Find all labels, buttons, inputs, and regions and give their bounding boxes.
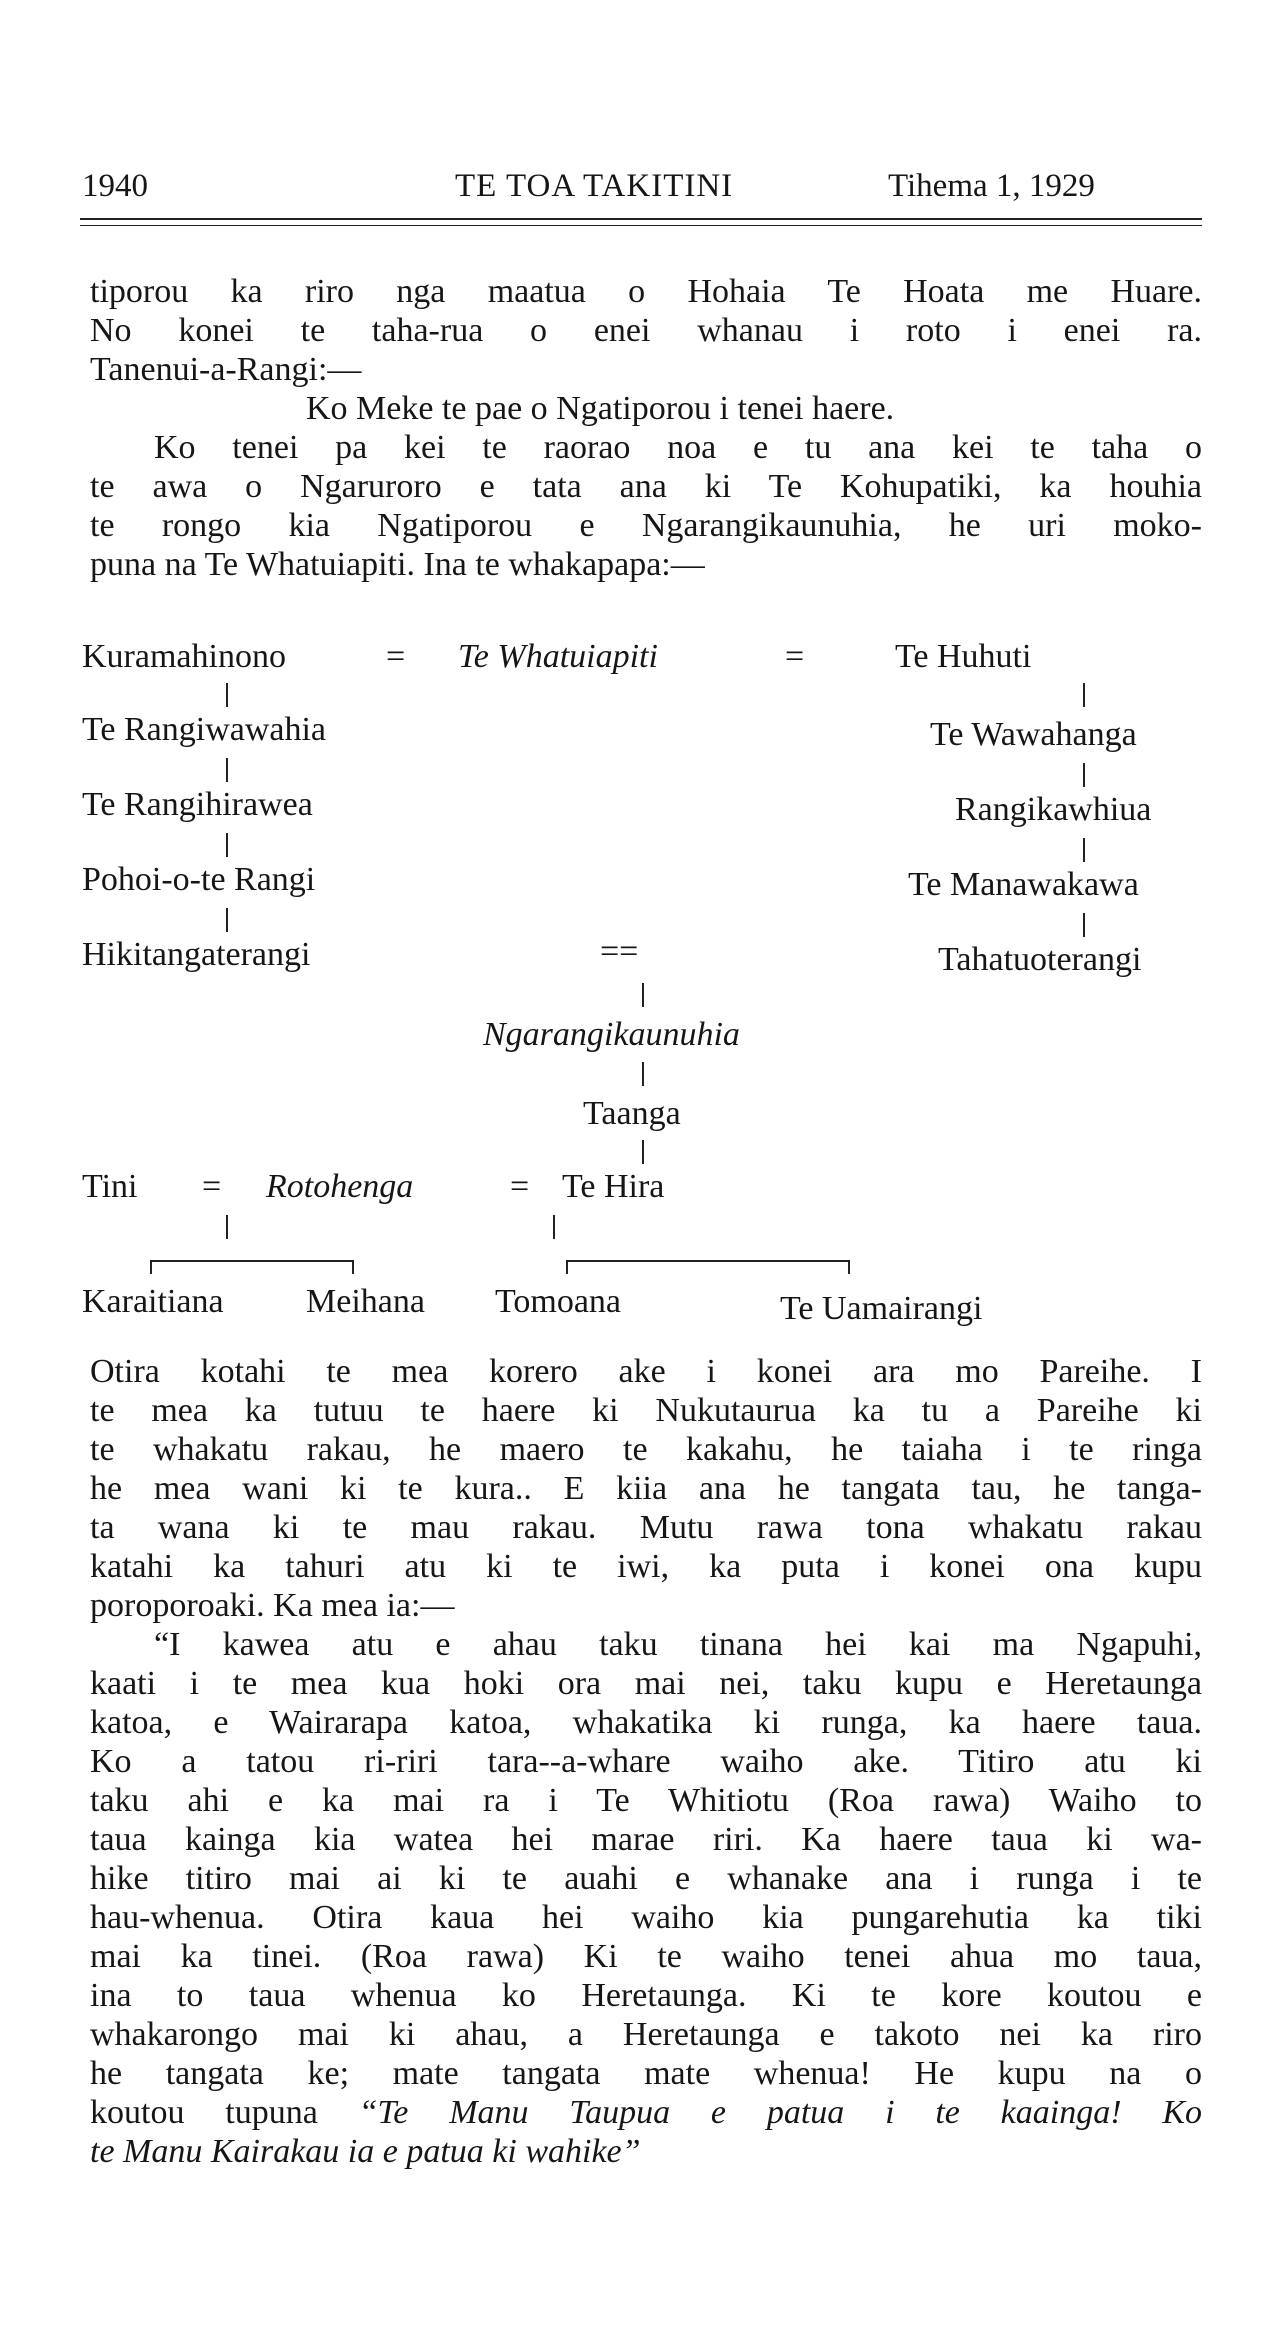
header-rule — [80, 218, 1202, 220]
descent-line — [1083, 683, 1085, 707]
descent-line — [642, 983, 644, 1007]
text-line: he tangata ke; mate tangata mate whenua! He kupu na o — [90, 2055, 1202, 2092]
text-line: tiporou ka riro nga maatua o Hohaia Te Hoata me Huare. — [90, 273, 1202, 310]
text-line: “I kawea atu e ahau taku tinana hei kai ma Ngapuhi, — [154, 1626, 1202, 1663]
marriage-sign: = — [202, 1168, 222, 1205]
text-line: hau-whenua. Otira kaua hei waiho kia pungarehutia ka tiki — [90, 1899, 1202, 1936]
sibling-tick — [352, 1260, 354, 1274]
descendant: Te Rangihirawea — [82, 786, 313, 823]
child-tomoana: Tomoana — [495, 1283, 622, 1320]
descent-line — [1083, 838, 1085, 862]
sibling-bracket — [566, 1260, 850, 1262]
descent-line — [226, 833, 228, 857]
spouse-tini: Tini — [82, 1168, 138, 1205]
descent-line — [1083, 763, 1085, 787]
body-text — [90, 1352, 1202, 2171]
text-line: he mea wani ki te kura.. E kiia ana he tangata tau, he tanga- — [90, 1470, 1202, 1507]
text-line: Ko Meke te pae o Ngatiporou i tenei haere. — [306, 390, 895, 427]
sibling-tick — [566, 1260, 568, 1274]
descendant: Hikitangaterangi — [82, 936, 311, 973]
child-te-uamairangi: Te Uamairangi — [780, 1290, 983, 1327]
sibling-tick — [848, 1260, 850, 1274]
marriage-sign: = — [785, 638, 805, 675]
descendant: Te Wawahanga — [930, 716, 1137, 753]
quoted-proverb: “Te Manu Taupua e patua i te kaainga! Ko — [358, 2094, 1203, 2131]
descent-line — [226, 908, 228, 932]
text-line: te awa o Ngaruroro e tata ana ki Te Kohupatiki, ka houhia — [90, 468, 1202, 505]
descent-line — [226, 1215, 228, 1239]
text-line: katahi ka tahuri atu ki te iwi, ka puta i konei ona kupu — [90, 1548, 1202, 1585]
text-line: whakarongo mai ki ahau, a Heretaunga e takoto nei ka riro — [90, 2016, 1202, 2053]
text-line: kaati i te mea kua hoki ora mai nei, taku kupu e Heretaunga — [90, 1665, 1202, 1702]
text-line: te whakatu rakau, he maero te kakahu, he taiaha i te ringa — [90, 1431, 1202, 1468]
descent-line — [642, 1140, 644, 1164]
text-line — [90, 2093, 1202, 2132]
child-meihana: Meihana — [306, 1283, 425, 1320]
text-line: poroporoaki. Ka mea ia:— — [90, 1587, 455, 1624]
sibling-bracket — [150, 1260, 354, 1262]
issue-date: Tihema 1, 1929 — [888, 168, 1095, 204]
text-line: te rongo kia Ngatiporou e Ngarangikaunuhia, he uri moko- — [90, 507, 1202, 544]
union-sign: == — [600, 933, 639, 970]
descent-line — [642, 1062, 644, 1086]
text-line: mai ka tinei. (Roa rawa) Ki te waiho tenei ahua mo taua, — [90, 1938, 1202, 1975]
descent-line — [226, 683, 228, 707]
descendant: Te Manawakawa — [908, 866, 1139, 903]
spouse-te-hira: Te Hira — [562, 1168, 665, 1205]
quoted-proverb-end: te Manu Kairakau ia e patua ki wahike” — [90, 2133, 641, 2170]
descendant: Te Rangiwawahia — [82, 711, 327, 748]
ancestor-te-huhuti: Te Huhuti — [895, 638, 1032, 675]
descent-line — [226, 758, 228, 782]
text-line: Ko tenei pa kei te raorao noa e tu ana kei te taha o — [154, 429, 1202, 466]
text-line: hike titiro mai ai ki te auahi e whanake ana i runga i te — [90, 1860, 1202, 1897]
descendant: Rangikawhiua — [955, 791, 1152, 828]
marriage-sign: = — [510, 1168, 530, 1205]
spouse-rotohenga: Rotohenga — [266, 1168, 414, 1205]
text-line: Ko a tatou ri-riri tara--a-whare waiho ake. Titiro atu ki — [90, 1743, 1202, 1780]
text-line: Tanenui-a-Rangi:— — [90, 351, 362, 388]
text-fragment: koutou tupuna — [90, 2094, 318, 2131]
text-line: taua kainga kia watea hei marae riri. Ka haere taua ki wa- — [90, 1821, 1202, 1858]
ancestor-ngarangikaunuhia: Ngarangikaunuhia — [483, 1016, 740, 1053]
descent-line — [553, 1215, 555, 1239]
ancestor-kuramahinono: Kuramahinono — [82, 638, 286, 675]
text-line: ina to taua whenua ko Heretaunga. Ki te kore koutou e — [90, 1977, 1202, 2014]
child-karaitiana: Karaitiana — [82, 1283, 224, 1320]
sibling-tick — [150, 1260, 152, 1274]
intro-text — [90, 272, 1202, 584]
journal-title: TE TOA TAKITINI — [455, 168, 734, 204]
page-number: 1940 — [82, 168, 148, 204]
ancestor-te-whatuiapiti: Te Whatuiapiti — [458, 638, 658, 675]
descendant: Pohoi-o-te Rangi — [82, 861, 316, 898]
marriage-sign: = — [386, 638, 406, 675]
descent-line — [1083, 913, 1085, 937]
text-line: puna na Te Whatuiapiti. Ina te whakapapa:— — [90, 546, 705, 583]
text-line: Otira kotahi te mea korero ake i konei ara mo Pareihe. I — [90, 1353, 1202, 1390]
text-line: No konei te taha-rua o enei whanau i roto i enei ra. — [90, 312, 1202, 349]
text-line: ta wana ki te mau rakau. Mutu rawa tona whakatu rakau — [90, 1509, 1202, 1546]
text-line: taku ahi e ka mai ra i Te Whitiotu (Roa rawa) Waiho to — [90, 1782, 1202, 1819]
text-line: te mea ka tutuu te haere ki Nukutaurua ka tu a Pareihe ki — [90, 1392, 1202, 1429]
header-rule-thin — [80, 225, 1202, 226]
descendant: Tahatuoterangi — [938, 941, 1142, 978]
text-line: katoa, e Wairarapa katoa, whakatika ki runga, ka haere taua. — [90, 1704, 1202, 1741]
descendant-taanga: Taanga — [583, 1095, 681, 1132]
